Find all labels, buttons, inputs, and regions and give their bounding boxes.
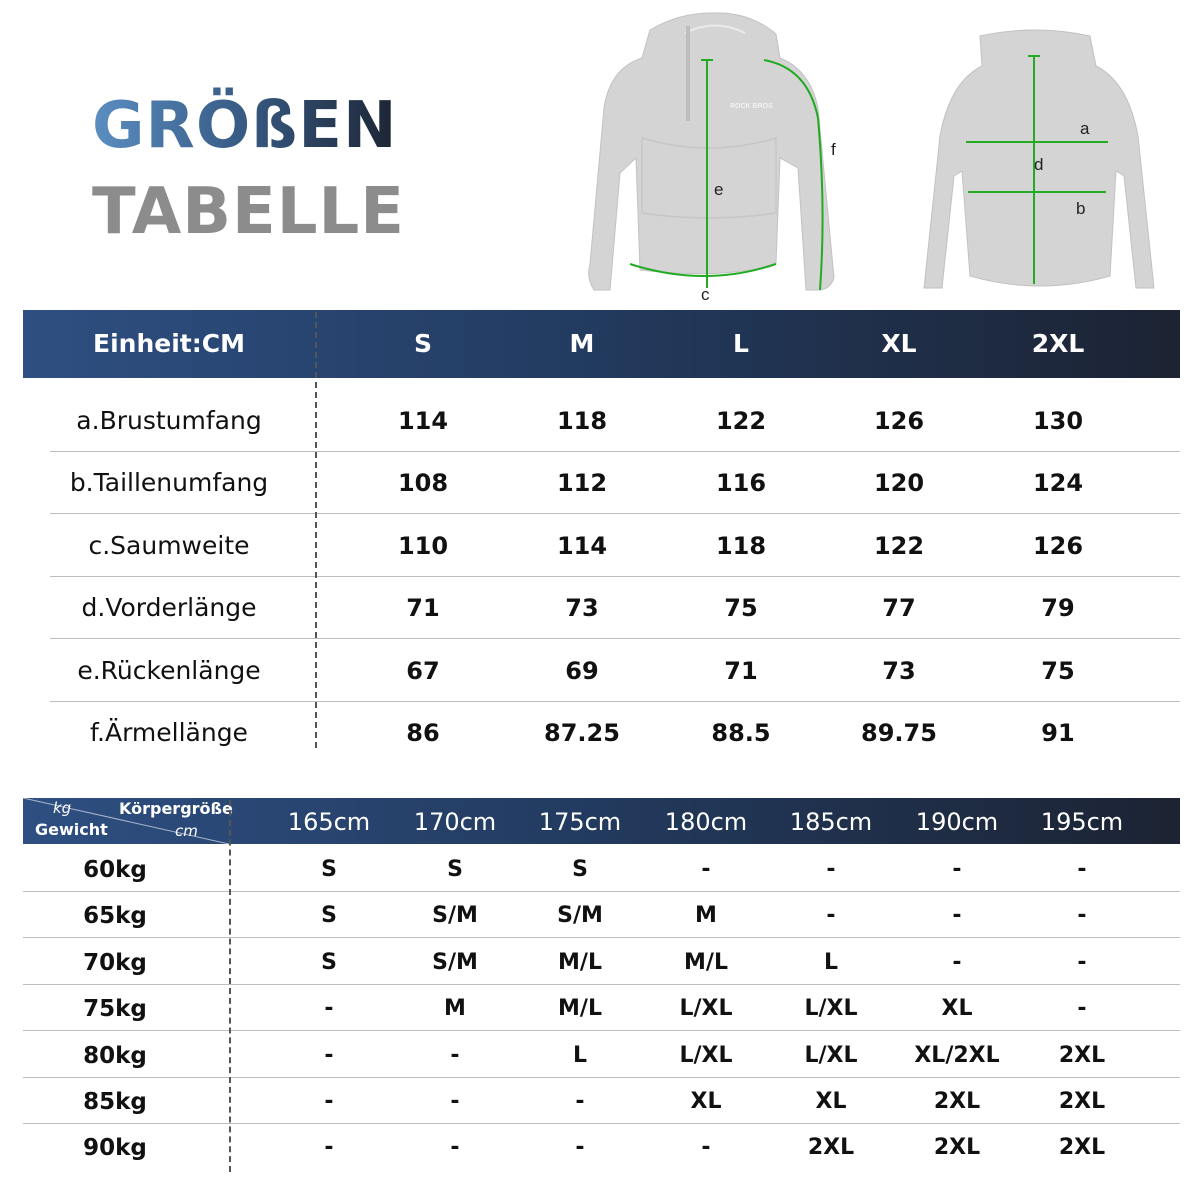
- weight-label: 90kg: [83, 1135, 147, 1161]
- table-cell: 86: [406, 719, 440, 747]
- corner-kg: kg: [53, 799, 72, 817]
- table-cell: 116: [715, 469, 767, 497]
- table-cell: M/L: [558, 950, 602, 975]
- label-a: a: [1080, 119, 1090, 138]
- row-label: d.Vorderlänge: [81, 593, 257, 622]
- table-row: [23, 939, 1180, 985]
- table-row: [23, 640, 1180, 702]
- table-cell: -: [826, 857, 836, 882]
- table-cell: S/M: [432, 950, 478, 975]
- table-cell: XL: [815, 1089, 847, 1114]
- table-row: [23, 892, 1180, 938]
- hw-corner-cell: [23, 798, 233, 844]
- table-cell: 69: [565, 657, 599, 685]
- table-row: [23, 985, 1180, 1031]
- row-divider: [23, 1030, 1180, 1031]
- table-cell: 2XL: [1058, 1043, 1106, 1068]
- table-cell: S: [447, 857, 463, 882]
- table-cell: -: [575, 1135, 585, 1160]
- table-cell: -: [1077, 950, 1087, 975]
- weight-label: 65kg: [83, 903, 147, 929]
- table-cell: 108: [397, 469, 449, 497]
- table-cell: 75: [1041, 657, 1075, 685]
- table-row: [23, 452, 1180, 514]
- height-header: 185cm: [789, 808, 873, 836]
- table-cell: 79: [1041, 594, 1075, 622]
- table-cell: 114: [397, 407, 449, 435]
- table-cell: L/XL: [804, 996, 858, 1021]
- table-cell: -: [1077, 996, 1087, 1021]
- row-divider: [50, 638, 1180, 639]
- row-divider: [23, 937, 1180, 938]
- table-cell: L/XL: [804, 1043, 858, 1068]
- table-cell: -: [324, 1089, 334, 1114]
- table-cell: 118: [715, 532, 767, 560]
- table-cell: -: [1077, 903, 1087, 928]
- table-cell: 77: [882, 594, 916, 622]
- table-row: [23, 702, 1180, 764]
- table-cell: 122: [715, 407, 767, 435]
- row-label: b.Taillenumfang: [69, 468, 269, 497]
- table-row: [23, 577, 1180, 639]
- table-cell: 73: [882, 657, 916, 685]
- table-cell: L/XL: [679, 1043, 733, 1068]
- size-header-2xl: 2XL: [1031, 329, 1085, 358]
- table-cell: -: [450, 1135, 460, 1160]
- size-table-divider: [315, 312, 317, 748]
- table-cell: XL: [690, 1089, 722, 1114]
- table-cell: -: [324, 996, 334, 1021]
- table-cell: -: [701, 857, 711, 882]
- table-cell: -: [1077, 857, 1087, 882]
- size-header-xl: XL: [881, 329, 917, 358]
- height-header: 170cm: [413, 808, 497, 836]
- weight-label: 85kg: [83, 1089, 147, 1115]
- table-row: [23, 515, 1180, 577]
- table-cell: 71: [724, 657, 758, 685]
- table-cell: -: [324, 1043, 334, 1068]
- table-row: [23, 846, 1180, 892]
- table-cell: 124: [1032, 469, 1084, 497]
- corner-koerpergroesse: Körpergröße: [119, 799, 233, 818]
- table-row: [23, 1124, 1180, 1170]
- table-cell: 89.75: [861, 719, 937, 747]
- table-cell: 87.25: [544, 719, 620, 747]
- table-cell: S: [572, 857, 588, 882]
- row-label: f.Ärmellänge: [90, 718, 248, 747]
- size-table-header: [23, 310, 1180, 378]
- row-label: c.Saumweite: [88, 531, 250, 560]
- row-label: e.Rückenlänge: [77, 656, 261, 685]
- table-cell: L: [823, 950, 839, 975]
- title-line-1: GRÖßEN: [92, 84, 398, 168]
- weight-label: 75kg: [83, 996, 147, 1022]
- jacket-back-diagram: [910, 26, 1170, 301]
- table-cell: 114: [556, 532, 608, 560]
- unit-label: Einheit:CM: [93, 329, 245, 358]
- table-row: [23, 1078, 1180, 1124]
- size-header-l: L: [733, 329, 749, 358]
- table-cell: -: [952, 950, 962, 975]
- height-header: 165cm: [287, 808, 371, 836]
- table-cell: M: [444, 996, 466, 1021]
- label-e: e: [714, 180, 724, 199]
- row-divider: [50, 513, 1180, 514]
- table-cell: 126: [873, 407, 925, 435]
- weight-label: 80kg: [83, 1043, 147, 1069]
- table-cell: -: [575, 1089, 585, 1114]
- table-cell: 88.5: [711, 719, 771, 747]
- table-cell: 112: [556, 469, 608, 497]
- size-header-s: S: [413, 329, 432, 358]
- label-d: d: [1034, 155, 1044, 174]
- height-header: 175cm: [538, 808, 622, 836]
- table-cell: 2XL: [933, 1135, 981, 1160]
- table-cell: 2XL: [933, 1089, 981, 1114]
- label-c: c: [701, 285, 710, 304]
- table-cell: L: [572, 1043, 588, 1068]
- weight-label: 70kg: [83, 950, 147, 976]
- table-cell: M: [695, 903, 717, 928]
- height-header: 190cm: [915, 808, 999, 836]
- hw-table-divider: [229, 800, 231, 1172]
- table-cell: 73: [565, 594, 599, 622]
- row-label: a.Brustumfang: [76, 406, 262, 435]
- table-cell: -: [450, 1089, 460, 1114]
- table-cell: -: [952, 903, 962, 928]
- label-f: f: [831, 140, 836, 159]
- table-row: [23, 1032, 1180, 1078]
- brand-logo: ROCK BROS: [730, 103, 773, 110]
- table-cell: 110: [397, 532, 449, 560]
- table-cell: -: [701, 1135, 711, 1160]
- table-cell: 2XL: [1058, 1135, 1106, 1160]
- table-row: [23, 390, 1180, 452]
- weight-label: 60kg: [83, 857, 147, 883]
- table-cell: M/L: [684, 950, 728, 975]
- label-b: b: [1076, 199, 1086, 218]
- table-cell: 130: [1032, 407, 1084, 435]
- table-cell: M/L: [558, 996, 602, 1021]
- table-cell: S: [321, 857, 337, 882]
- table-cell: S/M: [557, 903, 603, 928]
- table-cell: S: [321, 950, 337, 975]
- table-cell: 122: [873, 532, 925, 560]
- table-cell: 71: [406, 594, 440, 622]
- table-cell: XL/2XL: [914, 1043, 1000, 1068]
- jacket-front-shape: [589, 13, 834, 290]
- table-cell: 91: [1041, 719, 1075, 747]
- table-cell: -: [450, 1043, 460, 1068]
- table-cell: 2XL: [1058, 1089, 1106, 1114]
- table-cell: 67: [406, 657, 440, 685]
- table-cell: 2XL: [807, 1135, 855, 1160]
- table-cell: S/M: [432, 903, 478, 928]
- height-header: 195cm: [1040, 808, 1124, 836]
- table-cell: -: [324, 1135, 334, 1160]
- corner-gewicht: Gewicht: [35, 820, 108, 839]
- height-header: 180cm: [664, 808, 748, 836]
- table-cell: XL: [941, 996, 973, 1021]
- corner-cm: cm: [175, 822, 198, 840]
- title-line-2: TABELLE: [92, 175, 405, 249]
- table-cell: 75: [724, 594, 758, 622]
- size-header-m: M: [569, 329, 595, 358]
- table-cell: 126: [1032, 532, 1084, 560]
- table-cell: S: [321, 903, 337, 928]
- jacket-front-diagram: [580, 8, 850, 308]
- table-cell: L/XL: [679, 996, 733, 1021]
- table-cell: 120: [873, 469, 925, 497]
- table-cell: 118: [556, 407, 608, 435]
- table-cell: -: [826, 903, 836, 928]
- hw-table-header: [23, 798, 1180, 844]
- table-cell: -: [952, 857, 962, 882]
